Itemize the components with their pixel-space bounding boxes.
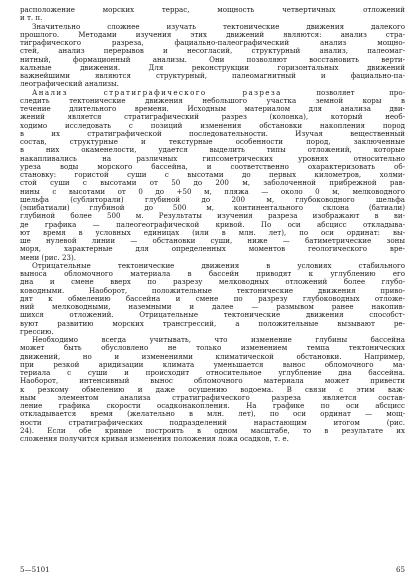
text-line: при резкой аридизации климата уменьшается вынос обломочного ма- (20, 359, 405, 369)
paragraph (20, 23, 405, 89)
text-line: ше нулевой линии — обстановки суши, ниже — батиметрические зоны (20, 236, 405, 245)
text-line: шихся отложений. Отрицательные тектонические движения способст- (20, 310, 405, 320)
text-line: ют время в условных единицах (или в млн. лет), по оси ординат: вы- (20, 227, 405, 237)
text-line: Отрицательные тектонические движения в условиях стабильного (32, 260, 405, 270)
text-line: нины с высотами от 0 до +50 м, пляжа — около 0 м, мелководного (20, 186, 405, 196)
text-line: 24). Если обе кривые построить в одном масштабе, то в результате их (20, 425, 405, 435)
body-text (20, 6, 405, 443)
text-line: дна и смене вверх по разрезу мелководных отложений более глубо- (20, 277, 405, 287)
text-line: ководными. Наоборот, положительные тектонические движения приво- (20, 285, 405, 295)
text-line: ности стратиграфических подразделений нарастающим итогом (рис. (20, 417, 405, 427)
text-line: ным элементом анализа стратиграфического разреза является состав- (20, 392, 405, 402)
text-line: нитный, формационный анализы. Они позволяют восстановить верти- (20, 54, 405, 64)
paragraph (20, 89, 405, 262)
text-line: кальные движения. Для реконструкции горизонтальных движений (20, 62, 405, 72)
text-line: ление графика скорости осадконакопления. На графике по оси абсцисс (20, 401, 405, 410)
text-line: мени (рис. 23). (20, 252, 76, 262)
text-line: моря, характерные для определенных моментов геологического вре- (20, 244, 405, 254)
text-line: откладывается время (желательно в млн. лет), по оси ординат — мощ- (20, 409, 405, 419)
text-line: леографический анализы. (20, 79, 119, 89)
text-line: стей, анализ перерывов и несогласий, структурный анализ, палеомаг- (20, 46, 405, 56)
paragraph (20, 262, 405, 336)
text-line: де графика — палеогеографической кривой. По оси абсцисс откладыва- (20, 219, 405, 229)
text-line: важнейшими являются структурный, палеомагнитный и фациально-па- (20, 71, 405, 80)
paragraph (20, 6, 405, 23)
text-line: прошлого. Методами изучения этих движений являются: анализ стра- (20, 29, 405, 39)
text-line: течение длительного времени. Исходным материалом для анализа дви- (20, 104, 405, 113)
text-line: к резкому обмелению и даже осушению водоема. В связи с этим важ- (20, 384, 405, 394)
text-line: накапливались на различных гипсометрических уровнях относительно (20, 153, 405, 163)
spaced-lead-term: Анализ стратиграфического разреза (32, 87, 282, 97)
text-line: грессию. (20, 326, 54, 336)
text-line: уреза воды морского бассейна, и соответственно охарактеризовать об- (20, 161, 405, 171)
text-line: в их стратиграфической последовательности. Изучая вещественный (20, 128, 405, 138)
text-line: расположение морских террас, мощность четвертичных отложений (20, 5, 405, 14)
printer-signature: 5—5101 (20, 565, 50, 574)
text-line: териала с суши и происходит относительное углубление дна бассейна. (20, 368, 405, 377)
text-line: становку: гористой суши с высотами до первых километров, холми- (20, 170, 405, 179)
text-line: Анализ стратиграфического разреза позволяет про- (32, 87, 406, 97)
text-line: Наоборот, интенсивный вынос обломочного материала может привести (20, 376, 405, 386)
text-line: в них окаменелости, удается выделить типы отложений, которые (20, 145, 405, 155)
text-line: состав, структурные и текстурные особенности пород, заключенные (20, 137, 405, 146)
text-line: жений является стратиграфический разрез (колонка), который необ- (20, 112, 405, 122)
paragraph (20, 336, 405, 443)
text-line: стой суши с высотами от 50 до 200 м, заболоченной прибрежной рав- (20, 178, 405, 188)
text-line: Значительно сложнее изучать тектонические движения далекого (32, 21, 405, 31)
page-footer (20, 565, 405, 574)
text-line: движений, но и изменениями климатической обстановки. Например, (20, 351, 405, 361)
page-number: 65 (395, 565, 405, 574)
text-line: может быть обусловлено не только изменением темпа тектонических (20, 343, 405, 353)
text-line: сложения получится кривая изменения положения ложа осадков, т. е. (20, 434, 289, 443)
text-line: выноса обломочного материала в бассейн приводят к углублению его (20, 269, 405, 278)
text-line: (эпибатиали) глубиной до 500 м, континентального склона (батиали) (20, 203, 405, 212)
text-line: и т. п. (20, 13, 43, 23)
text-line: ний мелководными, наземными и далее — размывом ранее накопив- (20, 302, 405, 311)
text-line: дят к обмелению бассейна и смене по разрезу глубоководных отложе- (20, 293, 405, 303)
text-line: вуют развитию морских трансгрессий, а положительные вызывают ре- (20, 318, 405, 328)
text-line: Необходимо всегда учитывать, что изменение глубины бассейна (32, 335, 405, 344)
text-line: ходимо исследовать с позиций изменения обстановки накопления пород (20, 120, 405, 130)
text-line: следить тектонические движения небольшого участка земной коры в (20, 95, 405, 105)
text-line: глубиной более 500 м. Результаты изучения разреза изображают в ви- (20, 211, 405, 221)
text-line: шельфа (сублиторали) глубиной до 200 м, глубоководного шельфа (20, 194, 405, 204)
text-line: тиграфического разреза, фациально-палеографический анализ мощно- (20, 38, 405, 47)
